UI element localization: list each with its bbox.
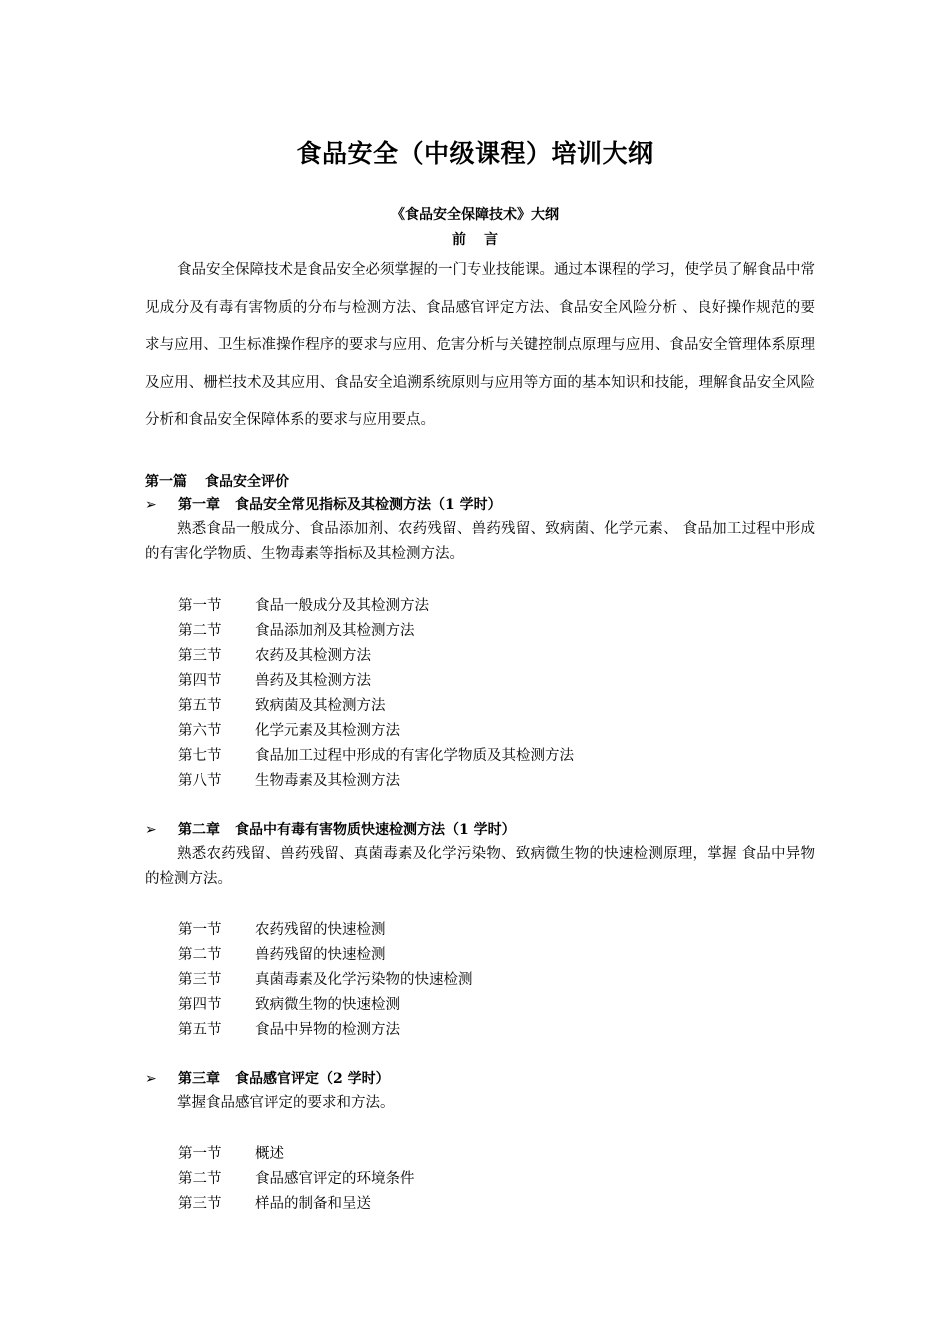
section-name: 样品的制备和呈送 <box>255 1196 371 1212</box>
section-item <box>178 1142 284 1163</box>
section-name: 农药残留的快速检测 <box>255 922 386 938</box>
section-name: 兽药残留的快速检测 <box>255 947 386 963</box>
section-item <box>178 619 415 640</box>
section-item <box>178 1167 415 1188</box>
chapter-heading <box>145 494 502 514</box>
chapter-heading <box>145 1068 390 1088</box>
section-name: 兽药及其检测方法 <box>255 673 371 689</box>
chapter-name: 食品感官评定（2 学时） <box>235 1071 390 1087</box>
section-name: 致病菌及其检测方法 <box>255 698 386 714</box>
section-name: 食品加工过程中形成的有害化学物质及其检测方法 <box>255 748 574 764</box>
section-number: 第三节 <box>178 1196 222 1212</box>
section-name: 生物毒素及其检测方法 <box>255 773 400 789</box>
section-name: 食品中异物的检测方法 <box>255 1022 400 1038</box>
section-item <box>178 769 400 790</box>
section-number: 第一节 <box>178 922 222 938</box>
chapter-description: 熟悉食品一般成分、食品添加剂、农药残留、兽药残留、致病菌、化学元素、 食品加工过程中形成的有害化学物质、生物毒素等指标及其检测方法。 <box>145 521 815 562</box>
section-item <box>178 594 429 615</box>
part-heading <box>145 471 289 491</box>
section-number: 第二节 <box>178 1171 222 1187</box>
section-number: 第三节 <box>178 648 222 664</box>
arrow-bullet-icon: ➢ <box>145 497 157 513</box>
section-item <box>178 744 574 765</box>
section-item <box>178 669 371 690</box>
section-number: 第五节 <box>178 1022 222 1038</box>
preface-paragraph: 食品安全保障技术是食品安全必须掌握的一门专业技能课。通过本课程的学习，使学员了解食品中常见成分及有毒有害物质的分布与检测方法、食品感官评定方法、食品安全风险分析 、良好操作规范的要求与应用、卫生标准操作程序的要求与应用、危害分析与关键控制点原理与应用、食品安全管理体系原理及应用、栅栏技术及其应用、食品安全追溯系统原则与应用等方面的基本知识和技能，理解食品安全风险分析和食品安全保障体系的要求与应用要点。 <box>145 262 815 428</box>
arrow-bullet-icon: ➢ <box>145 822 157 838</box>
section-number: 第五节 <box>178 698 222 714</box>
chapter-number: 第三章 <box>178 1071 220 1087</box>
section-number: 第四节 <box>178 997 222 1013</box>
section-name: 概述 <box>255 1146 284 1162</box>
section-item <box>178 644 371 665</box>
section-name: 食品一般成分及其检测方法 <box>255 598 429 614</box>
section-item <box>178 943 386 964</box>
section-item <box>178 719 400 740</box>
chapter-name: 食品安全常见指标及其检测方法（1 学时） <box>235 497 502 513</box>
section-number: 第一节 <box>178 1146 222 1162</box>
chapter-number: 第二章 <box>178 822 220 838</box>
section-number: 第二节 <box>178 947 222 963</box>
part-number: 第一篇 <box>145 474 187 490</box>
section-item <box>178 918 386 939</box>
section-name: 食品感官评定的环境条件 <box>255 1171 415 1187</box>
section-number: 第三节 <box>178 972 222 988</box>
section-item <box>178 968 473 989</box>
section-item <box>178 1192 371 1213</box>
section-number: 第二节 <box>178 623 222 639</box>
section-number: 第八节 <box>178 773 222 789</box>
section-number: 第四节 <box>178 673 222 689</box>
arrow-bullet-icon: ➢ <box>145 1071 157 1087</box>
chapter-name: 食品中有毒有害物质快速检测方法（1 学时） <box>235 822 516 838</box>
section-item <box>178 993 400 1014</box>
preface-heading: 前言 <box>452 232 516 248</box>
section-number: 第七节 <box>178 748 222 764</box>
chapter-description: 熟悉农药残留、兽药残留、真菌毒素及化学污染物、致病微生物的快速检测原理，掌握 食品中异物的检测方法。 <box>145 846 815 887</box>
section-number: 第一节 <box>178 598 222 614</box>
section-item <box>178 1018 400 1039</box>
section-name: 食品添加剂及其检测方法 <box>255 623 415 639</box>
chapter-heading <box>145 819 516 839</box>
part-name: 食品安全评价 <box>205 474 289 490</box>
document-title: 食品安全（中级课程）培训大纲 <box>296 139 654 168</box>
section-name: 化学元素及其检测方法 <box>255 723 400 739</box>
syllabus-subtitle: 《食品安全保障技术》大纲 <box>391 207 559 223</box>
section-item <box>178 694 386 715</box>
section-name: 真菌毒素及化学污染物的快速检测 <box>255 972 473 988</box>
section-name: 农药及其检测方法 <box>255 648 371 664</box>
section-name: 致病微生物的快速检测 <box>255 997 400 1013</box>
chapter-description: 掌握食品感官评定的要求和方法。 <box>177 1095 395 1111</box>
chapter-number: 第一章 <box>178 497 220 513</box>
section-number: 第六节 <box>178 723 222 739</box>
